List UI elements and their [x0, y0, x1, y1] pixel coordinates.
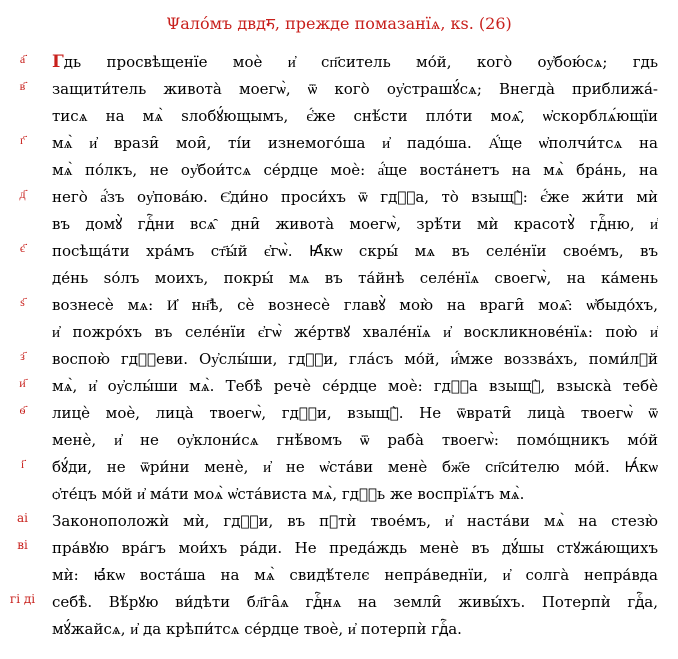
- text-line: лицѐ моѐ, лица̀ твоегѡ̀, гдⷭ҇и, взыщꙋ̀. Не ѿврати̑ лица̀ твоегѡ̀ ѿ: [52, 404, 658, 422]
- text-line: и҆ пожро́хъ въ селе́нїи є҆гѡ̀ же́ртвꙋ хвале́нїѧ и҆ воскликнове́нїѧ: пою̀ и҆: [52, 323, 658, 341]
- psalm-title: Ψалóмъ двдॸ, прежде помазанїѧ, кѕ. (26): [166, 14, 512, 33]
- verse-number: гі ді: [9, 592, 36, 606]
- text-line: мѝ: ꙗ҆́кѡ воста́ша на мѧ̀ свидѣ́телє непра́веднїи, и҆ солга̀ непра́вда: [52, 566, 658, 584]
- text-line: де́нь ѕо́лъ моихъ, покры́ мѧ въ та́йнѣ селе́нїѧ своегѡ̀, на ка́мень: [52, 269, 658, 287]
- text-line: защити́тель живота̀ моегѡ̀, ѿ кого̀ оу҆страшꙋ́сѧ; Внегда̀ приближа́-: [52, 80, 658, 98]
- text-line: въ домꙋ̀ гдⷭ҇ни всѧ̑ дни̑ живота̀ моегѡ̀, зрѣ́ти мѝ красотꙋ̀ гдⷭ҇ню, и҆: [52, 215, 658, 233]
- verse-number: є҃: [19, 241, 26, 255]
- text-line: менѐ, и҆ не оу҆клони́сѧ гнѣ́вомъ ѿ раба̀ твоегѡ̀: помо́щникъ мо́й: [52, 431, 658, 449]
- verse-number: а҃: [19, 52, 26, 66]
- verse-number: аі: [17, 511, 28, 525]
- verse-number: д҃: [19, 187, 26, 201]
- verse-number: ѳ҃: [19, 403, 26, 417]
- text-line: воспою̀ гдⷭ҇еви. Оу҆слы́ши, гдⷭ҇и, гла́съ мо́й, и҆́мже воззва́хъ, поми́лꙋй: [52, 350, 658, 368]
- text-line: вознесѐ мѧ: И҆ нн҃ѣ, сѐ вознесѐ главꙋ̀ мою̀ на враги̑ моѧ̑: ѡ҆быдо́хъ,: [52, 296, 658, 314]
- text-line: мѧ̀ по́лкъ, не оу҆бои́тсѧ се́рдце моѐ: а҆́ще воста́нетъ на мѧ̀ бра́нь, на: [52, 161, 658, 179]
- verse-number: ві: [17, 538, 28, 552]
- text-line: себѣ̀. Вѣ́рꙋю ви́дѣти бл҃га̑ѧ гдⷭ҇нѧ на земли̑ живы́хъ. Потерпѝ гдⷭ҇а,: [52, 593, 658, 611]
- verse-number: и҃: [19, 376, 26, 390]
- text-line: мѧ̀ и҆ врази̑ мои̑, ті́и изнемого́ша и҆ падо́ша. А҆́ще ѡ҆полчи́тсѧ на: [52, 134, 658, 152]
- verse-number: і҃: [20, 457, 25, 471]
- text-line: Гдь просвѣщенїе моѐ и҆ сп҃ситель мо́й, кого̀ оу҆бою́сѧ; гдь: [52, 52, 658, 72]
- text-line: тисѧ на мѧ̀ ѕлобꙋ́ющымъ, є҆́же снѣ́сти пло́ти моѧ̑, ѡ҆скорблѧ́ющїи: [52, 107, 658, 125]
- verse-number: з҃: [20, 349, 25, 363]
- verse-number: в҃: [19, 79, 26, 93]
- text-line: посѣща́ти хра́мъ ст҃ы́й є҆гѡ̀. Ꙗ҆́кѡ скры́ мѧ въ селе́нїи свое́мъ, въ: [52, 242, 658, 260]
- text-line: мꙋ́жайсѧ, и҆ да крѣпи́тсѧ се́рдце твоѐ, и҆ потерпѝ гдⷭ҇а.: [52, 620, 462, 638]
- text-line: пра́вꙋю вра́гъ мои́хъ ра́ди. Не преда́ждь менѐ въ дꙋ́шы стꙋжа́ющихъ: [52, 539, 658, 557]
- verse-number: ѕ҃: [20, 295, 25, 309]
- text-line: него̀ а҆́зъ оу҆пова́ю. Є҆ди́но проси́хъ ѿ гдⷭ҇а, то̀ взыщꙋ̀: є҆́же жи́ти мѝ: [52, 188, 658, 206]
- verse-number: г҃: [20, 133, 25, 147]
- text-line: мѧ̀, и҆ оу҆слы́ши мѧ̀. Тебѣ̀ речѐ се́рдце моѐ: гдⷭ҇а взыщꙋ̀, взыска̀ тебѐ: [52, 377, 658, 395]
- text-line: бꙋ́ди, не ѿри́ни менѐ, и҆ не ѡ҆ста́ви менѐ бж҃е сп҃си́телю мо́й. Ꙗ҆́кѡ: [52, 458, 658, 476]
- text-line: ѻ҆те́цъ мо́й и҆ ма́ти моѧ̀ ѡ҆ста́виста мѧ̀, гдⷭ҇ь же воспрїѧ́тъ мѧ̀.: [52, 485, 525, 503]
- text-line: Законоположѝ мѝ, гдⷭ҇и, въ пꙋтѝ твое́мъ, и҆ наста́ви мѧ̀ на стезю̀: [52, 512, 658, 530]
- psalm-text: [52, 49, 658, 643]
- drop-initial: Г: [52, 52, 64, 72]
